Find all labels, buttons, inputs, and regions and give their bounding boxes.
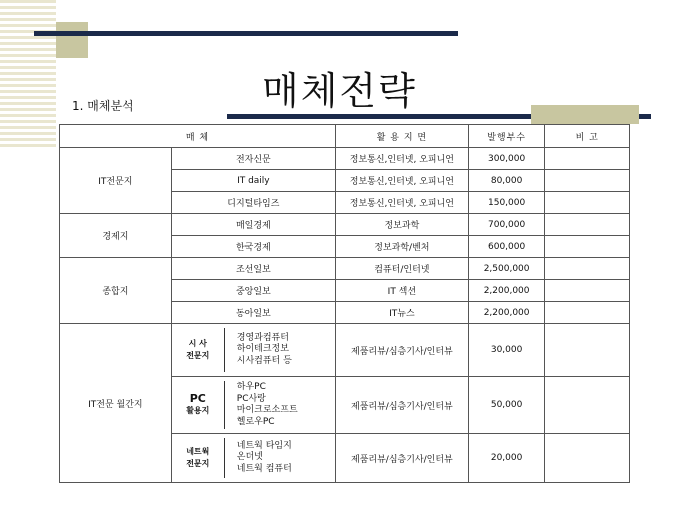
category-cell: IT전문지 (60, 148, 172, 214)
usage-cell: 제품리뷰/심층기사/인터뷰 (335, 324, 468, 377)
circulation-cell: 30,000 (468, 324, 545, 377)
subgroup-label: PC 활용지 (186, 392, 210, 415)
usage-cell: IT뉴스 (335, 302, 468, 324)
circulation-cell: 700,000 (468, 214, 545, 236)
circulation-cell: 600,000 (468, 236, 545, 258)
usage-cell: IT 섹션 (335, 280, 468, 302)
usage-cell: 제품리뷰/심층기사/인터뷰 (335, 434, 468, 483)
table-row (60, 148, 630, 170)
subgroup-label: 시 사 전문지 (186, 339, 210, 360)
circulation-cell: 50,000 (468, 377, 545, 434)
decorative-navy-line-top (34, 31, 458, 36)
usage-cell: 정보통신,인터넷, 오피니언 (335, 170, 468, 192)
media-name: 한국경제 (171, 236, 335, 258)
subgroup-cell (171, 434, 335, 483)
decorative-stripes (0, 0, 56, 150)
remarks-cell (545, 280, 630, 302)
remarks-cell (545, 434, 630, 483)
media-name: 매일경제 (171, 214, 335, 236)
usage-cell: 컴퓨터/인터넷 (335, 258, 468, 280)
header-usage: 활 용 지 면 (335, 125, 468, 148)
subgroup-cell (171, 377, 335, 434)
slide-title: 매체전략 (262, 69, 417, 113)
media-name: 조선일보 (171, 258, 335, 280)
category-cell: 경제지 (60, 214, 172, 258)
media-name: 디지털타임즈 (171, 192, 335, 214)
media-name: 전자신문 (171, 148, 335, 170)
decorative-olive-square (56, 22, 88, 58)
remarks-cell (545, 148, 630, 170)
circulation-cell: 2,200,000 (468, 280, 545, 302)
subgroup-items: 하우PC PC사랑 마이크로소프트 헬로우PC (236, 382, 298, 427)
slide-subtitle: 1. 매체분석 (72, 99, 134, 113)
remarks-cell (545, 192, 630, 214)
subgroup-cell (171, 324, 335, 377)
circulation-cell: 80,000 (468, 170, 545, 192)
circulation-cell: 2,200,000 (468, 302, 545, 324)
remarks-cell (545, 258, 630, 280)
circulation-cell: 20,000 (468, 434, 545, 483)
subgroup-label: 네트웍 전문지 (186, 447, 210, 468)
remarks-cell (545, 236, 630, 258)
usage-cell: 정보통신,인터넷, 오피니언 (335, 192, 468, 214)
remarks-cell (545, 377, 630, 434)
media-name: 중앙일보 (171, 280, 335, 302)
media-analysis-table (59, 124, 630, 483)
header-remarks: 비 고 (545, 125, 630, 148)
media-name: IT daily (171, 170, 335, 192)
circulation-cell: 300,000 (468, 148, 545, 170)
table-row (60, 324, 630, 377)
remarks-cell (545, 324, 630, 377)
circulation-cell: 2,500,000 (468, 258, 545, 280)
category-cell: 종합지 (60, 258, 172, 324)
usage-cell: 정보과학 (335, 214, 468, 236)
table-row (60, 258, 630, 280)
remarks-cell (545, 214, 630, 236)
decorative-olive-bar (531, 105, 639, 124)
table-header-row (60, 125, 630, 148)
circulation-cell: 150,000 (468, 192, 545, 214)
header-media: 매 체 (60, 125, 336, 148)
usage-cell: 정보과학/벤처 (335, 236, 468, 258)
subgroup-items: 네트웍 타임지 온더넷 네트웍 컴퓨터 (236, 440, 292, 474)
media-name: 동아일보 (171, 302, 335, 324)
table-row (60, 214, 630, 236)
header-circulation: 발행부수 (468, 125, 545, 148)
remarks-cell (545, 170, 630, 192)
category-cell: IT전문 월간지 (60, 324, 172, 483)
subgroup-items: 경영과컴퓨터 하이테크정보 시사컴퓨터 등 (236, 332, 292, 366)
usage-cell: 제품리뷰/심층기사/인터뷰 (335, 377, 468, 434)
remarks-cell (545, 302, 630, 324)
usage-cell: 정보통신,인터넷, 오피니언 (335, 148, 468, 170)
